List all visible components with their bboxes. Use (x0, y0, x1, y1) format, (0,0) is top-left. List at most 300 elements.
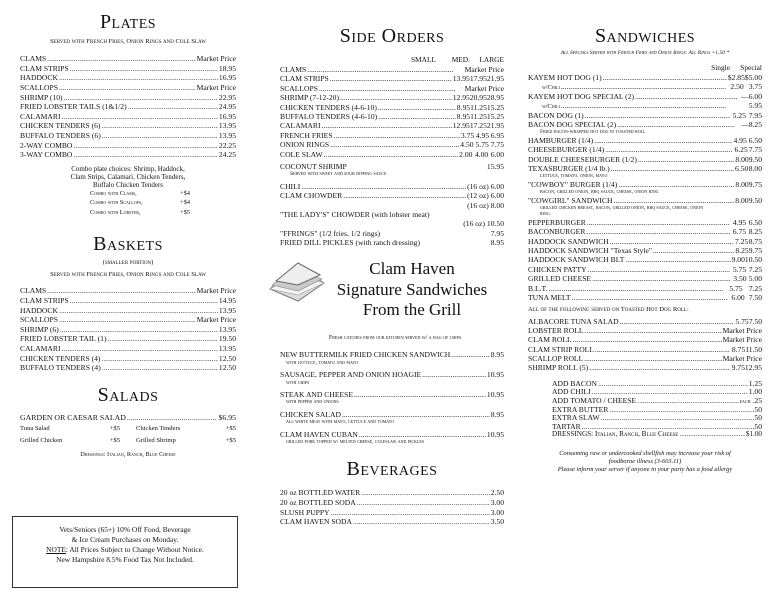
item-price: 14.95 (218, 296, 236, 306)
price-single: $2.85 (727, 72, 745, 82)
price-single: 6.25 (734, 145, 748, 155)
price-single: 8.00 (735, 179, 749, 189)
item-name: CHICKEN TENDERS (6) (20, 121, 101, 131)
item-name: SCALLOP ROLL (528, 354, 584, 364)
beverages-list (280, 488, 504, 526)
sandwich-row (528, 82, 762, 91)
combo-add-row (90, 190, 190, 200)
leader-dots (73, 141, 218, 150)
item-name: GRILLED CHEESE (528, 274, 592, 284)
plate-row (20, 93, 236, 103)
item-price: 18.95 (218, 63, 236, 73)
leader-dots (330, 74, 452, 83)
add-on-row (552, 396, 762, 405)
sandwich-row (528, 180, 762, 189)
leader-dots (548, 284, 723, 293)
item-name: SCALLOPS (20, 83, 58, 93)
item-price: 16.95 (218, 111, 236, 121)
lady-chowder-price-row (280, 219, 504, 228)
signature-title-line: Signature Sandwiches (336, 279, 488, 299)
side-orders-column (250, 0, 512, 597)
item-name: 3-WAY COMBO (20, 150, 73, 160)
sandwich-list (528, 73, 762, 302)
price-single: 8.00 (735, 195, 749, 205)
price-special: 7.95 (748, 110, 762, 120)
leader-dots (60, 325, 218, 334)
combo-add-label: Combo with Clams, (90, 189, 137, 197)
roll-list (528, 317, 762, 373)
item-desc: grilled chicken breast, bacon, grilled onion, bbq sauce, cheese, onion ring (540, 204, 704, 218)
salad-adds-row1 (20, 425, 236, 433)
leader-dots (584, 326, 721, 335)
leader-dots (59, 315, 196, 324)
notice-line: New Hampshire 8.5% Food Tax Not Included. (56, 554, 194, 564)
salad-adds-row2 (20, 437, 236, 445)
price-special: 10.50 (744, 255, 762, 265)
item-price: 1.25 (748, 378, 762, 388)
item-price: Market Price (722, 354, 762, 364)
item-price: 15.95 (486, 161, 504, 171)
sandwich-row (528, 227, 762, 236)
beverage-row (280, 517, 504, 527)
item-name: SHRIMP (10) (20, 92, 63, 102)
roll-header: All of the following served on Toasted Hot Dog Roll: (528, 306, 689, 314)
leader-dots (587, 218, 730, 227)
price-small: 3.75 (460, 130, 475, 140)
item-name: EXTRA BUTTER (552, 404, 609, 414)
item-name: CHICKEN PATTY (528, 264, 587, 274)
size-header (280, 55, 504, 65)
sandwich-row (528, 136, 762, 145)
price-small: 12.95 (452, 121, 470, 131)
beverage-row (280, 498, 504, 508)
footer-line: Please inform your server if anyone in your party has a food allergy (557, 466, 733, 474)
leader-dots (585, 111, 730, 120)
item-price: 22.25 (218, 140, 236, 150)
price-single: 2.50 (730, 82, 744, 92)
leader-dots (653, 246, 734, 255)
price-single: 7.25 (734, 236, 749, 246)
signature-subtitle: Fresh catches from our kitchen served w/ a bag of chips (328, 335, 462, 342)
item-price: 13.95 (218, 344, 236, 354)
item-name: w/Chili (542, 103, 560, 111)
combo-add-label: Combo with Lobster, (90, 208, 141, 216)
item-price: 24.95 (218, 102, 236, 112)
side-order-row (280, 65, 504, 74)
item-price: .25 (752, 396, 762, 406)
sandwich-row (528, 293, 762, 302)
leader-dots (422, 370, 486, 379)
item-name: FRIED DILL PICKLES (with ranch dressing) (280, 238, 420, 248)
leader-dots (102, 363, 218, 372)
item-name: ADD CHILI (552, 387, 591, 397)
price-single: 9.75 (731, 363, 745, 373)
col-single: Single (711, 62, 730, 72)
sandwich-row (528, 218, 762, 227)
price-single: 8.75 (731, 344, 746, 354)
item-name: CHEESEBURGER (1/4) (528, 145, 605, 155)
plate-row (20, 131, 236, 141)
price-single: 9.00 (731, 255, 745, 265)
salad-row (20, 413, 236, 423)
item-price: 6.00 (490, 191, 504, 201)
leader-dots (561, 82, 726, 91)
plate-row (20, 83, 236, 93)
side-order-row (280, 140, 504, 149)
item-name: FRENCH FRIES (280, 130, 333, 140)
item-price: 19.50 (218, 334, 236, 344)
item-desc: with pepper and onions (286, 399, 339, 406)
dressings-label: DRESSINGS: (552, 430, 594, 439)
plate-row (20, 64, 236, 74)
salad-add-label: Tuna Salad (20, 425, 50, 433)
item-size: (16 oz) (463, 219, 485, 229)
basket-row (20, 296, 236, 306)
price-special: 8.00 (748, 163, 762, 173)
leader-dots (589, 363, 729, 372)
price-special: 9.50 (748, 154, 762, 164)
notice-box (12, 516, 238, 588)
item-name: CLAM ROLL (528, 335, 572, 345)
signature-row (280, 410, 504, 419)
chowder-row (280, 191, 504, 200)
add-on-row (552, 422, 762, 431)
item-desc: bacon, grilled onion, bbq sauce, cheese, onion ring (540, 189, 659, 196)
item-name: ADD BACON (552, 378, 597, 388)
item-price: 8.95 (490, 409, 504, 419)
item-name: DOUBLE CHEESEBURGER (1/2) (528, 154, 637, 164)
item-name: KAYEM HOT DOG SPECIAL (2) (528, 91, 635, 101)
item-name: HADDOCK SANDWICH BLT (528, 255, 625, 265)
baskets-subtitle: Served with French Fries, Onion Rings and Cole Slaw (50, 271, 206, 279)
plates-list (20, 54, 236, 160)
salad-add-label: Chicken Tenders (136, 425, 181, 433)
item-name: BACONBURGER (528, 227, 586, 237)
item-name: CALAMARI (280, 121, 321, 131)
combo-line: Buffalo Chicken Tenders (92, 181, 163, 190)
sandwich-row (528, 284, 762, 293)
item-price: 10.50 (486, 219, 504, 229)
price-single: 8.25 (735, 245, 749, 255)
combo-add-row (90, 209, 190, 219)
combo-add-label: Combo with Scallops, (90, 199, 143, 207)
leader-dots (357, 498, 490, 507)
leader-dots (613, 196, 734, 205)
note-label: NOTE (46, 544, 66, 554)
leader-dots (62, 112, 218, 121)
sandwich-icon (266, 259, 328, 305)
price-single: 5.75 (729, 283, 743, 293)
dressings-row (528, 430, 762, 440)
item-name: TEXASBURGER (1/4 lb.) (528, 163, 610, 173)
price-med: 11.25 (470, 102, 487, 112)
price-special: $5.00 (744, 72, 762, 82)
price-special: 8.25 (748, 119, 762, 129)
leader-dots (324, 150, 458, 159)
price-special: 7.50 (748, 316, 762, 326)
footer-line: foodborne illness (3-603.11) (608, 458, 682, 466)
item-price: Market Price (722, 325, 762, 335)
price-med: 20.95 (469, 93, 487, 103)
sandwiches-title: Sandwiches (594, 25, 696, 47)
leader-dots (334, 131, 460, 140)
plates-column (0, 0, 250, 597)
combo-choices (20, 165, 236, 190)
item-name: CHICKEN TENDERS (4-6-10) (280, 102, 377, 112)
item-name: 20 oz BOTTLED SODA (280, 498, 356, 507)
leader-dots (618, 180, 734, 189)
item-desc: lettuce, tomato, onion, mayo (540, 173, 608, 180)
item-price: 24.25 (218, 150, 236, 160)
beverages-title: Beverages (346, 458, 438, 481)
each-label: each (739, 398, 751, 406)
price-special: 5.95 (748, 101, 762, 111)
salad-add-label: Grilled Shrimp (136, 436, 176, 444)
leader-dots (70, 296, 218, 305)
item-name: HADDOCK SANDWICH "Texas Style" (528, 245, 652, 255)
item-price: 3.00 (490, 507, 504, 517)
leader-dots (617, 120, 735, 129)
salad-add-price: +$5 (109, 425, 120, 433)
item-name: ONION RINGS (280, 140, 330, 150)
leader-dots (102, 131, 218, 140)
signature-row (280, 390, 504, 399)
item-name: "COWGIRL" SANDWICH (528, 195, 613, 205)
side-orders-list (280, 65, 504, 159)
leader-dots (307, 65, 453, 74)
item-price: 3.00 (490, 498, 504, 507)
item-name: CLAM STRIPS (20, 296, 69, 306)
item-price: 12.50 (218, 353, 236, 363)
salad-add-price: +$5 (109, 436, 120, 444)
item-name: SHRIMP (7-12-20) (280, 93, 339, 103)
item-price: Market Price (196, 315, 236, 325)
col-special: Special (740, 62, 762, 72)
sandwich-row (528, 155, 762, 164)
price-small: 4.50 (460, 140, 474, 150)
signature-row (280, 370, 504, 379)
item-name: HADDOCK (20, 73, 58, 83)
price-special: 8.75 (748, 236, 762, 246)
item-name: BUFFALO TENDERS (6) (20, 130, 101, 140)
price-med: 5.75 (475, 140, 489, 150)
leader-dots (572, 293, 728, 302)
leader-dots (603, 73, 727, 82)
price-small: 8.95 (456, 111, 471, 121)
price-single: 6.00 (731, 292, 745, 302)
signature-title-line: Clam Haven (369, 259, 455, 279)
notice-line (19, 545, 231, 555)
leader-dots (620, 317, 735, 326)
item-name: CLAMS (280, 65, 307, 74)
salad-add-label: Grilled Chicken (20, 436, 63, 444)
price-special: 3.75 (748, 82, 762, 92)
sandwich-row (528, 164, 762, 173)
salad-name: GARDEN OR CAESAR SALAD (20, 412, 126, 422)
price-single: 6.50 (735, 163, 749, 173)
basket-row (20, 334, 236, 344)
signature-row (280, 350, 504, 359)
price-small: 12.95 (452, 93, 470, 103)
lady-chowder-row (280, 210, 504, 219)
leader-dots (451, 350, 489, 359)
basket-row (20, 286, 236, 296)
price-special: 9.75 (748, 245, 762, 255)
item-name: TARTAR (552, 421, 581, 431)
leader-dots (101, 121, 217, 130)
roll-row (528, 317, 762, 326)
item-name: CLAMS (20, 54, 47, 64)
price-small: 2.00 (459, 149, 473, 159)
price-large: 15.25 (486, 111, 504, 121)
leader-dots (625, 255, 730, 264)
leader-dots (588, 265, 731, 274)
side-order-row (280, 74, 504, 83)
price-large: 7.75 (490, 140, 504, 150)
item-desc: Fried bacon-wrapped hot dog in toasted roll (540, 129, 646, 136)
item-name: "THE LADY'S" CHOWDER (with lobster meat) (280, 209, 430, 219)
item-name: BUFFALO TENDERS (4-6-10) (280, 111, 378, 121)
item-size: (16 oz) (467, 200, 489, 210)
leader-dots (340, 93, 452, 102)
chowder-large-row (280, 201, 504, 210)
price-special: 7.25 (748, 264, 762, 274)
item-name: COCONUT SHRIMP (280, 161, 347, 171)
price-special: 7.25 (748, 283, 763, 293)
leader-dots (378, 112, 456, 121)
leader-dots (64, 93, 218, 102)
plate-row (20, 112, 236, 122)
note-text: : All Prices Subject to Change Without Notice. (65, 544, 204, 554)
price-single: 4.95 (733, 135, 747, 145)
item-name: CLAM CHOWDER (280, 191, 343, 201)
price-special: 7.75 (748, 145, 762, 155)
leader-dots (319, 84, 456, 93)
price-single: 4.95 (732, 217, 747, 227)
price-large: 28.95 (486, 93, 504, 103)
signature-title-line: From the Grill (362, 300, 462, 320)
item-price: Market Price (196, 54, 236, 64)
side-order-row (280, 93, 504, 102)
leader-dots (128, 102, 218, 111)
sandwich-header (528, 63, 762, 73)
side-order-row (280, 112, 504, 121)
price-special: 9.50 (748, 195, 762, 205)
combo-add-price: +$4 (180, 199, 190, 207)
leader-dots (561, 101, 726, 110)
item-name: FRIED LOBSTER TAILS (1&1/2) (20, 102, 127, 112)
price-large: 15.25 (486, 102, 504, 112)
item-price: 10.95 (486, 370, 504, 380)
item-desc: with chips (286, 379, 310, 386)
combo-line: Combo plate choices: Shrimp, Haddock, (71, 164, 185, 173)
leader-dots (59, 73, 218, 82)
item-name: BACON DOG SPECIAL (2) (528, 119, 617, 129)
price-med: 11.25 (470, 111, 487, 121)
side-order-row (280, 150, 504, 159)
side-order-row (280, 121, 504, 130)
price-med: 17.25 (469, 121, 487, 131)
item-desc: grilled pork topped w/ melted cheese, coleslaw and pickles (286, 438, 425, 445)
combo-line: Clam Strips, Calamari, Chicken Tenders, (70, 173, 186, 182)
chili-row (280, 182, 504, 191)
item-name: B.L.T. (528, 283, 548, 293)
leader-dots (592, 274, 731, 283)
item-size: (12 oz) (467, 191, 489, 201)
item-name: CHICKEN SALAD (280, 409, 341, 419)
price-special: 7.50 (748, 292, 763, 302)
notice-line: & Ice Cream Purchases on Monday. (71, 534, 179, 544)
salad-dressings: Dressings: Italian, Ranch, Blue Cheese (80, 450, 176, 458)
item-name: 2-WAY COMBO (20, 140, 73, 150)
leader-dots (101, 354, 217, 363)
price-single: 5.25 (732, 110, 746, 120)
item-desc: with lettuce, tomato and mayo (286, 359, 359, 366)
salad-add-price: +$5 (225, 425, 236, 433)
leader-dots (59, 83, 196, 92)
sandwich-row (528, 196, 762, 205)
price-large: 6.00 (490, 149, 505, 159)
price-single: 5.75 (732, 264, 747, 274)
signature-title (320, 259, 504, 320)
item-name: SLUSH PUPPY (280, 507, 330, 517)
item-name: CLAMS (20, 286, 47, 296)
sandwich-row (528, 101, 762, 110)
item-size: (16 oz) (467, 181, 489, 191)
price-special: 8.25 (748, 227, 762, 237)
leader-dots (378, 103, 456, 112)
item-name: "FFRINGS" (1/2 fries, 1/2 rings) (280, 228, 381, 238)
item-name: "COWBOY" BURGER (1/4) (528, 179, 618, 189)
item-price: 22.95 (218, 92, 236, 102)
plate-row (20, 150, 236, 160)
sandwich-row (528, 145, 762, 154)
item-name: SCALLOPS (280, 83, 318, 93)
item-price: 8.95 (490, 238, 504, 248)
sandwiches-subtitle: All Specials Served with French Fries and Onion Rings: All Rings +1.50 * (560, 50, 730, 56)
leader-dots (361, 488, 489, 497)
salads-title: Salads (97, 383, 159, 406)
add-ons-list (528, 379, 762, 431)
price-special: 6.00 (748, 91, 762, 101)
combo-add-price: +$5 (180, 208, 190, 216)
item-name: CHICKEN TENDERS (4) (20, 353, 101, 363)
item-price: Market Price (196, 286, 236, 296)
price-large: 21.95 (486, 121, 504, 131)
price-single: 3.50 (733, 274, 747, 284)
basket-row (20, 344, 236, 354)
roll-row (528, 354, 762, 363)
item-name: CLAM HAVEN SODA (280, 517, 353, 527)
coconut-desc: Served with sweet and sour dipping sauce (290, 171, 387, 178)
item-price: Market Price (464, 65, 504, 74)
item-price: 8.00 (490, 200, 504, 210)
leader-dots (605, 145, 733, 154)
sandwich-row (528, 73, 762, 82)
beverage-row (280, 508, 504, 518)
item-price: 16.95 (218, 73, 236, 83)
combo-add-price: +$4 (180, 189, 190, 197)
side-orders-title: Side Orders (339, 25, 445, 47)
roll-row (528, 326, 762, 335)
baskets-list (20, 286, 236, 372)
item-name: CLAM STRIPS (280, 74, 329, 84)
item-price: .50 (752, 421, 762, 431)
side-order-row (280, 131, 504, 140)
coconut-row (280, 162, 504, 171)
item-price: 2.50 (490, 488, 504, 498)
dressings-text: Italian, Ranch, Blue Cheese (594, 430, 679, 439)
